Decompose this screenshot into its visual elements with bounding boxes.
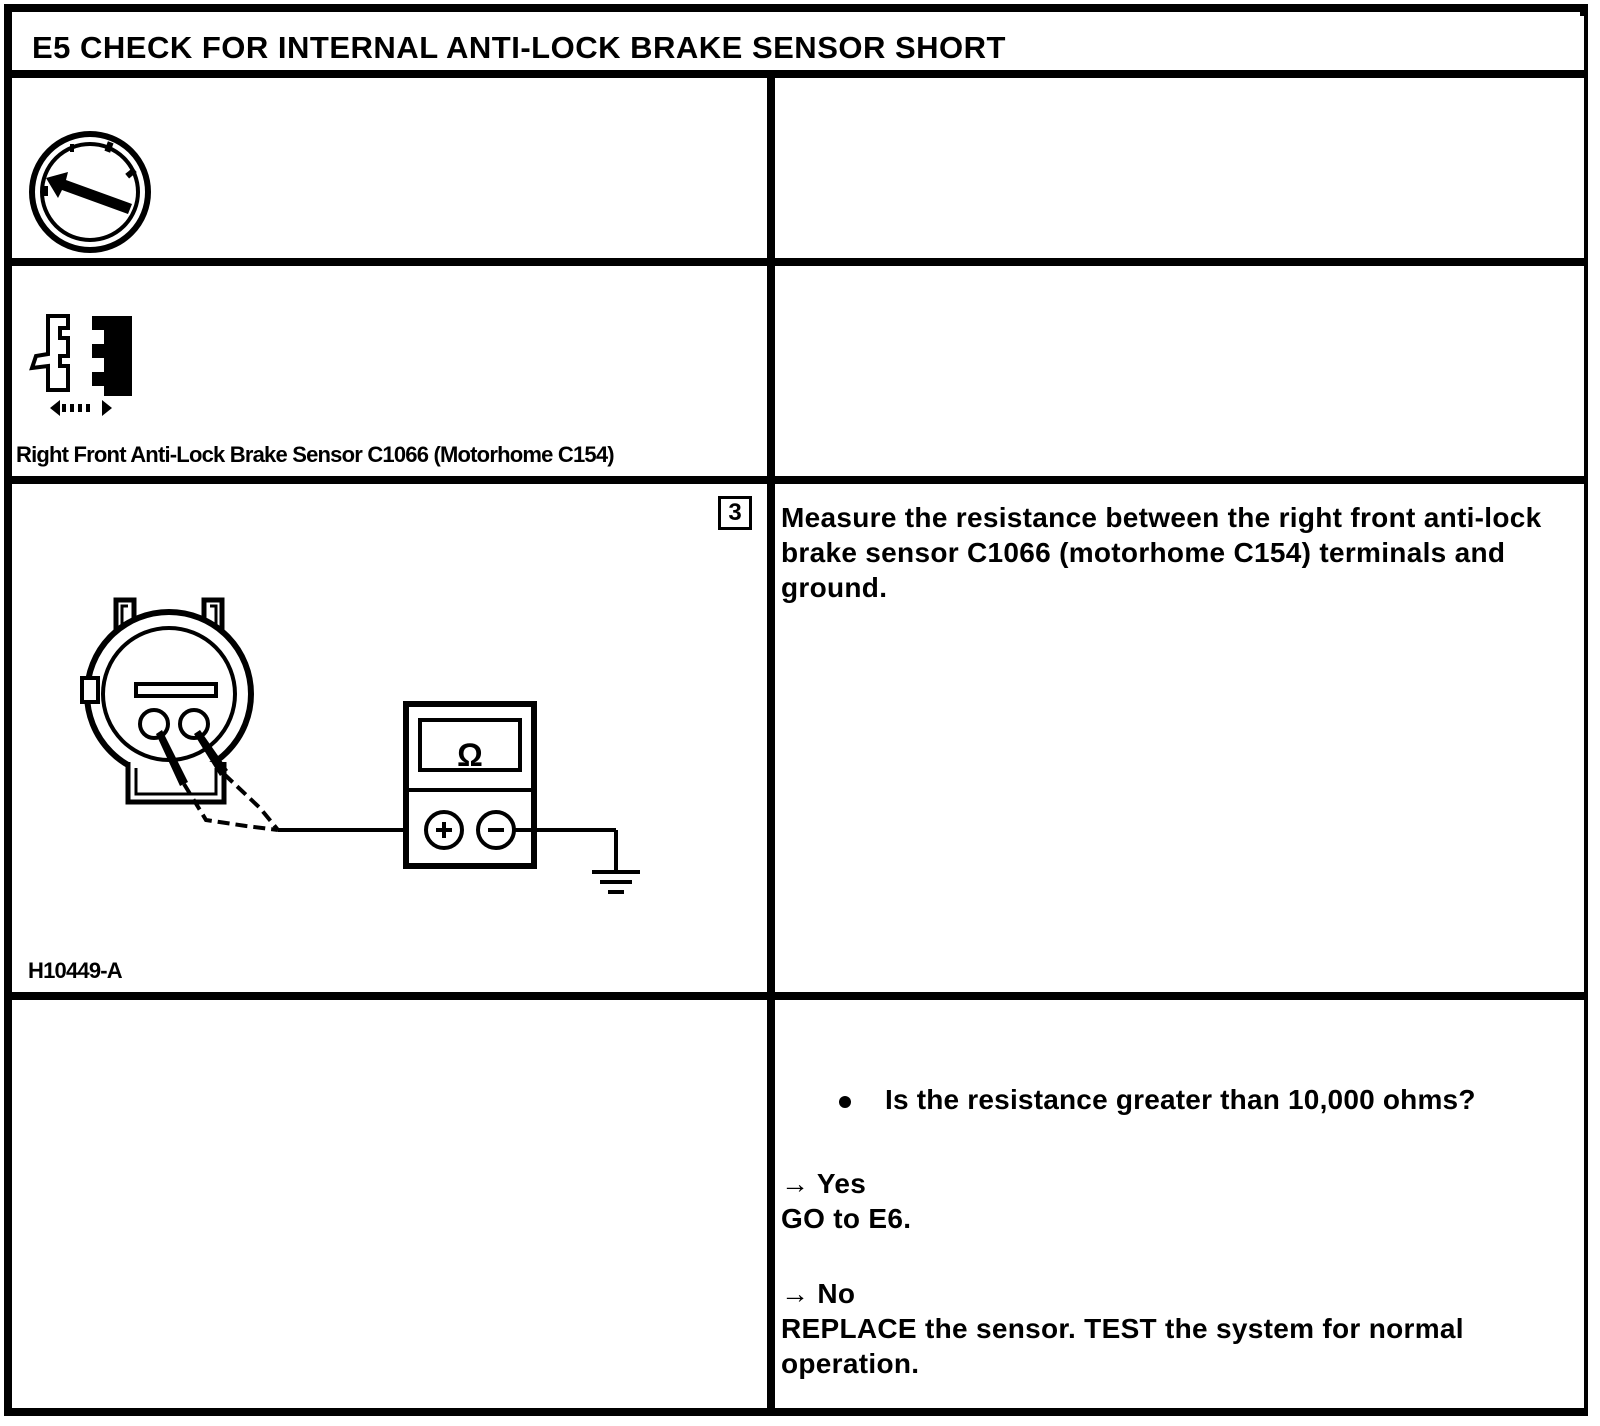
decision-figure-cell — [16, 1000, 767, 1408]
column-divider — [767, 266, 775, 476]
measure-instruction: Measure the resistance between the right front anti-lock brake sensor C1066 (motorhome C154) terminals and ground. — [781, 502, 1542, 603]
decision-text-cell — [775, 1000, 1584, 1408]
procedure-table — [4, 4, 1588, 1416]
column-divider — [767, 78, 775, 258]
procedure-title: E5 CHECK FOR INTERNAL ANTI-LOCK BRAKE SENSOR SHORT — [32, 30, 1006, 65]
row-divider — [12, 992, 1580, 1000]
title-cell — [16, 16, 1584, 70]
disconnect-connector-icon — [26, 308, 156, 428]
connector-text-cell — [775, 266, 1584, 476]
decision-question: Is the resistance greater than 10,000 ohms? — [885, 1084, 1476, 1115]
measure-figure-cell — [16, 484, 767, 992]
answer-no — [781, 1276, 1561, 1381]
ohm-symbol: Ω — [457, 737, 483, 773]
arrow-right-icon: → — [781, 1278, 810, 1309]
connector-caption: Right Front Anti-Lock Brake Sensor C1066 (Motorhome C154) — [16, 442, 614, 467]
ignition-text-cell — [775, 78, 1584, 258]
row-divider — [12, 258, 1580, 266]
ignition-switch-off-icon — [20, 122, 160, 258]
connector-figure-cell — [16, 266, 767, 476]
column-divider — [767, 484, 775, 992]
answer-no-action: REPLACE the sensor. TEST the system for normal operation. — [781, 1313, 1464, 1379]
measure-text-cell — [775, 484, 1584, 992]
bullet-icon — [839, 1096, 851, 1108]
ignition-figure-cell — [16, 78, 767, 258]
answer-yes-label: Yes — [816, 1168, 867, 1199]
row-divider — [12, 476, 1580, 484]
answer-yes — [781, 1166, 1561, 1236]
arrow-right-icon: → — [781, 1168, 810, 1199]
answer-no-label: No — [817, 1278, 856, 1309]
step-number: 3 — [718, 496, 752, 530]
column-divider — [767, 1000, 775, 1408]
resistance-measurement-diagram — [76, 584, 726, 944]
row-divider — [12, 70, 1580, 78]
figure-id: H10449-A — [28, 958, 122, 983]
answer-yes-action: GO to E6. — [781, 1203, 912, 1234]
